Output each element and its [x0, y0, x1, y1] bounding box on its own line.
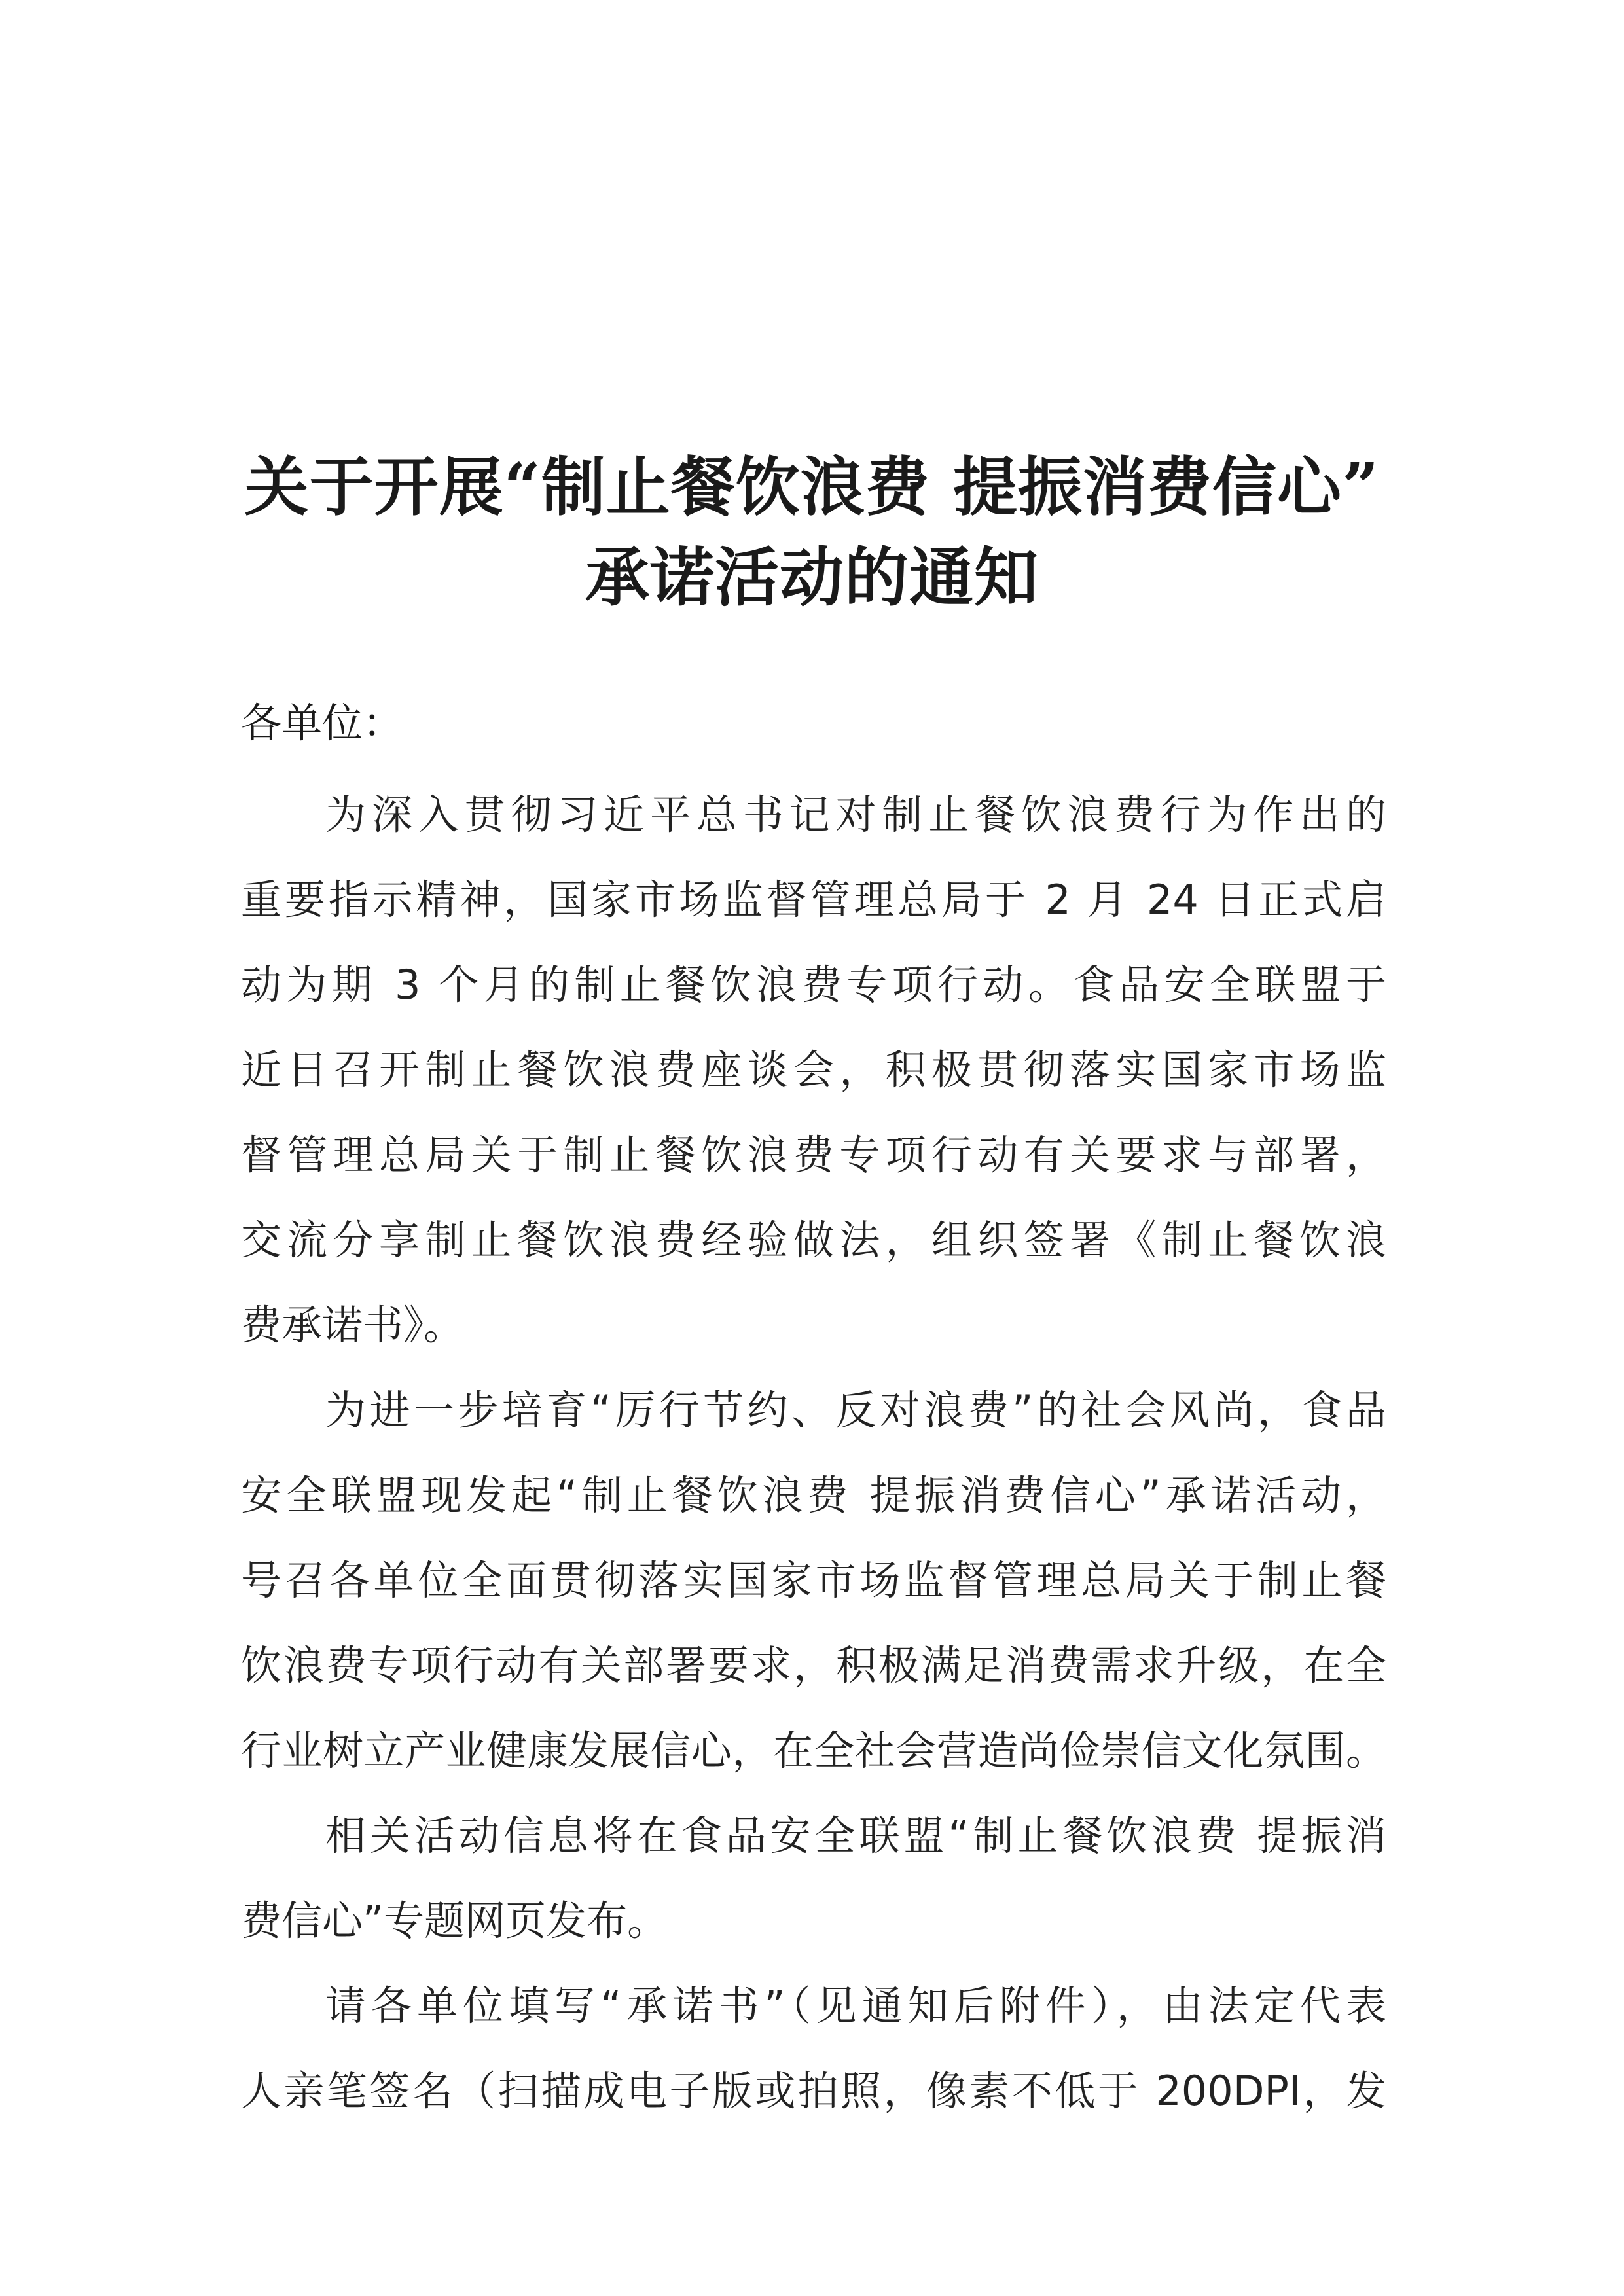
body-line: 督管理总局关于制止餐饮浪费专项行动有关要求与部署， — [241, 1131, 1386, 1179]
body-line: 费信心”专题网页发布。 — [241, 1897, 668, 1945]
body-line: 重要指示精神，国家市场监督管理总局于 2 月 24 日正式启 — [241, 876, 1386, 924]
body-line: 饮浪费专项行动有关部署要求，积极满足消费需求升级，在全 — [241, 1641, 1386, 1689]
document-title-line-1: 关于开展“制止餐饮浪费 提振消费信心” — [244, 450, 1380, 525]
body-line: 近日召开制止餐饮浪费座谈会，积极贯彻落实国家市场监 — [241, 1046, 1386, 1094]
body-line: 相关活动信息将在食品安全联盟“制止餐饮浪费 提振消 — [325, 1812, 1386, 1859]
body-line: 交流分享制止餐饮浪费经验做法，组织签署《制止餐饮浪 — [241, 1216, 1386, 1264]
body-line: 号召各单位全面贯彻落实国家市场监督管理总局关于制止餐 — [241, 1556, 1386, 1604]
body-line: 为进一步培育“厉行节约、反对浪费”的社会风尚，食品 — [325, 1386, 1386, 1434]
body-line: 动为期 3 个月的制止餐饮浪费专项行动。食品安全联盟于 — [241, 961, 1386, 1009]
body-line: 行业树立产业健康发展信心，在全社会营造尚俭崇信文化氛围。 — [241, 1727, 1386, 1774]
body-line: 安全联盟现发起“制止餐饮浪费 提振消费信心”承诺活动， — [241, 1471, 1386, 1519]
body-line: 为深入贯彻习近平总书记对制止餐饮浪费行为作出的 — [325, 791, 1386, 838]
body-line: 费承诺书》。 — [241, 1301, 465, 1349]
body-line: 人亲笔签名（扫描成电子版或拍照，像素不低于 200DPI，发 — [241, 2067, 1386, 2115]
document-title-line-2: 承诺活动的通知 — [585, 540, 1039, 615]
salutation: 各单位： — [241, 699, 404, 747]
body-line: 请各单位填写“承诺书”（见通知后附件），由法定代表 — [325, 1982, 1386, 2030]
